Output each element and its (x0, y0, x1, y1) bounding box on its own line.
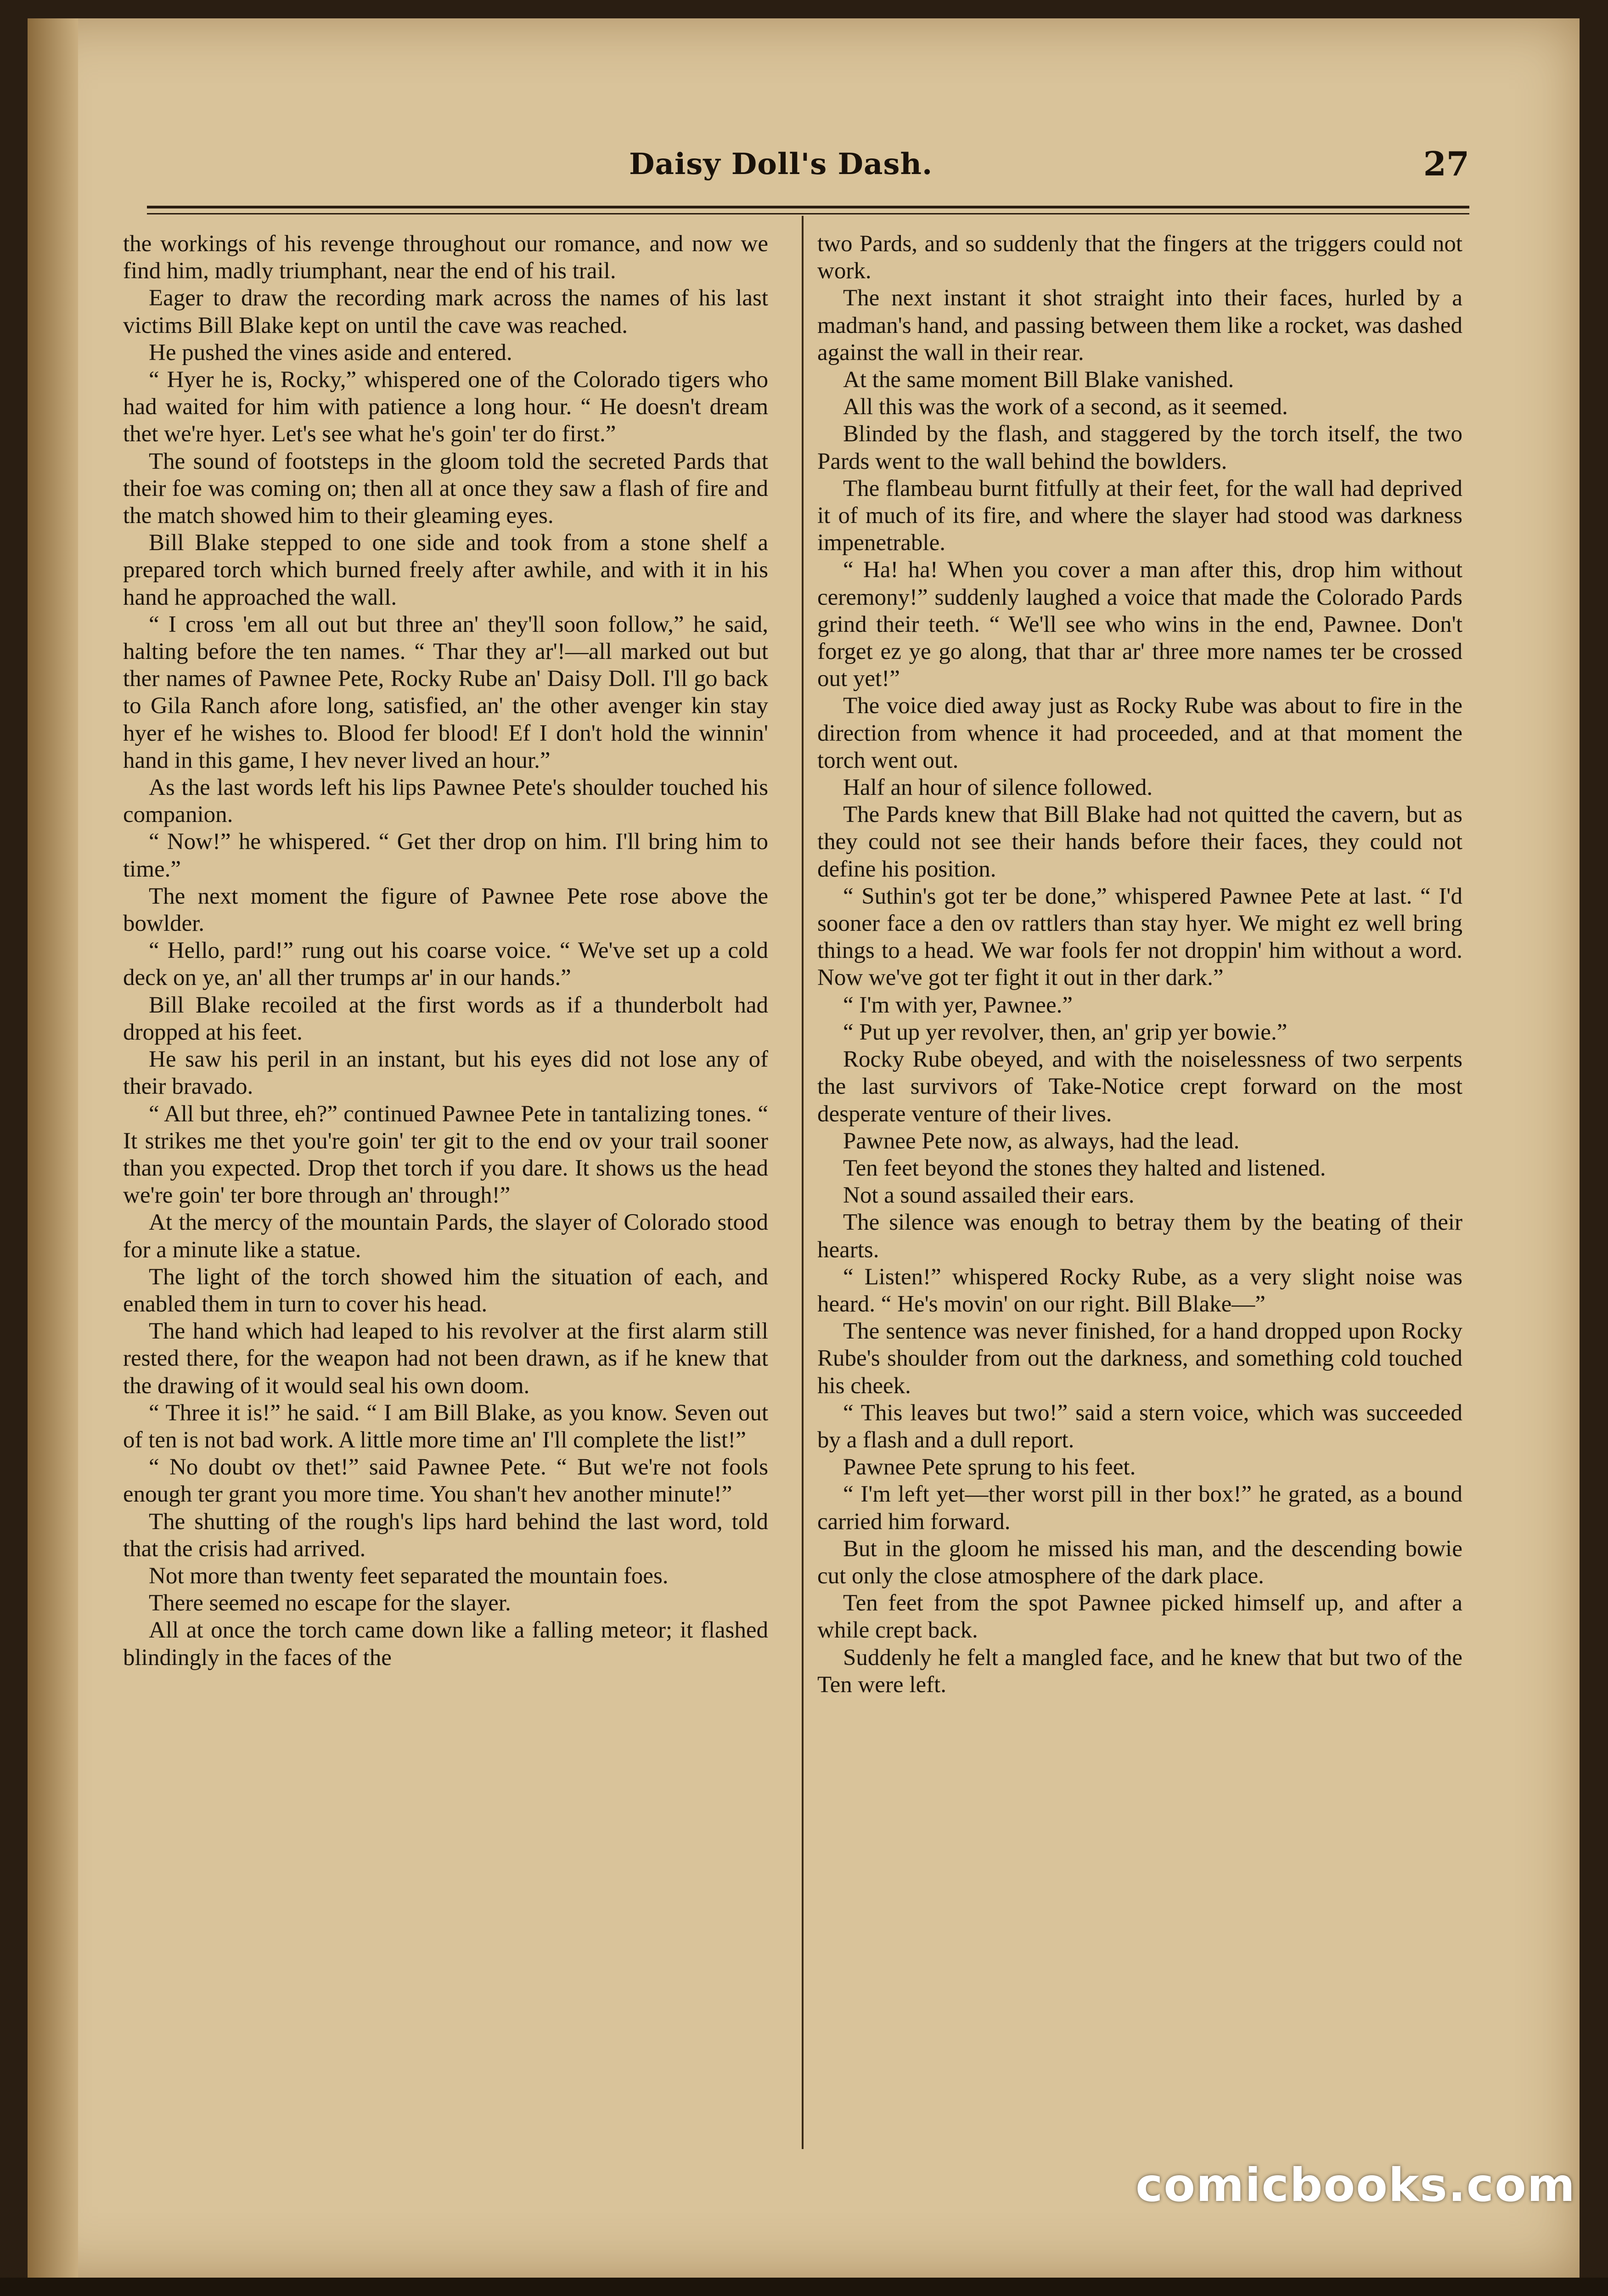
paragraph: Half an hour of silence followed. (843, 775, 1153, 801)
paragraph: The voice died away just as Rocky Rube was about to fire in the direction from whence it had proceeded, and at that moment the torch went out. (817, 693, 1462, 773)
paragraph: “ Put up yer revolver, then, an' grip yer bowie.” (843, 1019, 1288, 1045)
paragraph: Eager to draw the recording mark across the names of his last victims Bill Blake kept on until the cave was reached. (123, 285, 768, 338)
paragraph: Not a sound assailed their ears. (843, 1182, 1135, 1209)
paragraph: The Pards knew that Bill Blake had not quitted the cavern, but as they could not see their hands before their faces, they could not define his position. (817, 802, 1462, 882)
paragraph: The shutting of the rough's lips hard behind the last word, told that the crisis had arrived. (123, 1508, 768, 1562)
paragraph: Suddenly he felt a mangled face, and he knew that but two of the Ten were left. (817, 1644, 1462, 1698)
paragraph: “ I'm left yet—ther worst pill in ther box!” he grated, as a bound carried him forward. (817, 1481, 1462, 1535)
bottom-band (0, 2278, 1608, 2296)
paragraph: Pawnee Pete sprung to his feet. (843, 1454, 1136, 1480)
left-column (123, 231, 768, 1671)
paragraph: All at once the torch came down like a falling meteor; it flashed blindingly in the faces of the (123, 1617, 768, 1671)
binding-edge (28, 18, 78, 2278)
paragraph: The sentence was never finished, for a hand dropped upon Rocky Rube's shoulder from out the darkness, and something cold touched his cheek. (817, 1318, 1462, 1399)
paragraph: The next moment the figure of Pawnee Pete rose above the bowlder. (123, 883, 768, 937)
column-divider (802, 216, 804, 2149)
paragraph: Ten feet from the spot Pawnee picked himself up, and after a while crept back. (817, 1590, 1462, 1643)
paragraph: two Pards, and so suddenly that the fingers at the triggers could not work. (817, 231, 1462, 284)
paragraph: “ Listen!” whispered Rocky Rube, as a very slight noise was heard. “ He's movin' on our right. Bill Blake—” (817, 1264, 1462, 1317)
right-column (817, 231, 1462, 1699)
paragraph: The light of the torch showed him the situation of each, and enabled them in turn to cover his head. (123, 1264, 768, 1317)
paragraph: “ Suthin's got ter be done,” whispered Pawnee Pete at last. “ I'd sooner face a den ov rattlers than stay hyer. We might ez well bring things to a head. We war fools fer not droppin' him without a word. Now we've got ter fight it out in ther dark.” (817, 883, 1462, 991)
paragraph: “ Hyer he is, Rocky,” whispered one of the Colorado tigers who had waited for him with patience a long hour. “ He doesn't dream thet we're hyer. Let's see what he's goin' ter do first.” (123, 367, 768, 447)
running-title: Daisy Doll's Dash. (629, 147, 933, 181)
paragraph: At the same moment Bill Blake vanished. (843, 367, 1234, 393)
paragraph: The silence was enough to betray them by the beating of their hearts. (817, 1210, 1462, 1263)
page-number: 27 (1423, 144, 1469, 183)
paragraph: He pushed the vines aside and entered. (149, 339, 512, 366)
paragraph: “ Ha! ha! When you cover a man after this, drop him without ceremony!” suddenly laughed a voice that made the Colorado Pards grind their teeth. “ We'll see who wins in the end, Pawnee. Don't forget ez ye go along, that thar ar' three more names ter be crossed out yet!” (817, 557, 1462, 692)
paragraph: “ Three it is!” he said. “ I am Bill Blake, as you know. Seven out of ten is not bad work. A little more time an' I'll complete the list!” (123, 1400, 768, 1453)
watermark: comicbooks.com (1136, 2158, 1576, 2212)
paragraph: He saw his peril in an instant, but his eyes did not lose any of their bravado. (123, 1047, 768, 1100)
paragraph: Bill Blake recoiled at the first words as if a thunderbolt had dropped at his feet. (123, 992, 768, 1045)
paragraph: There seemed no escape for the slayer. (149, 1590, 511, 1616)
paragraph: Ten feet beyond the stones they halted and listened. (843, 1155, 1326, 1181)
paragraph: “ This leaves but two!” said a stern voice, which was succeeded by a flash and a dull report. (817, 1400, 1462, 1453)
paragraph: All this was the work of a second, as it seemed. (843, 394, 1288, 420)
paragraph: Blinded by the flash, and staggered by the torch itself, the two Pards went to the wall behind the bowlders. (817, 421, 1462, 474)
paragraph: Bill Blake stepped to one side and took from a stone shelf a prepared torch which burned freely after awhile, and with it in his hand he approached the wall. (123, 530, 768, 610)
paragraph: “ Hello, pard!” rung out his coarse voice. “ We've set up a cold deck on ye, an' all ther trumps ar' in our hands.” (123, 938, 768, 991)
paragraph: Rocky Rube obeyed, and with the noiselessness of two serpents the last survivors of Take-Notice crept forward on the most desperate venture of their lives. (817, 1047, 1462, 1127)
paragraph: But in the gloom he missed his man, and the descending bowie cut only the close atmosphere of the dark place. (817, 1536, 1462, 1589)
paragraph: At the mercy of the mountain Pards, the slayer of Colorado stood for a minute like a statue. (123, 1210, 768, 1263)
page-header (147, 138, 1469, 197)
paragraph: “ I cross 'em all out but three an' they'll soon follow,” he said, halting before the ten names. “ Thar they ar'!—all marked out but ther names of Pawnee Pete, Rocky Rube an' Daisy Doll. I'll go back to Gila Ranch afore long, satisfied, an' the other avenger kin stay hyer ef he wishes to. Blood fer blood! Ef I don't hold the winnin' hand in this game, I hev never lived an hour.” (123, 611, 768, 773)
paragraph: “ Now!” he whispered. “ Get ther drop on him. I'll bring him to time.” (123, 829, 768, 882)
paragraph: “ All but three, eh?” continued Pawnee Pete in tantalizing tones. “ It strikes me thet you're goin' ter git to the end ov your trail sooner than you expected. Drop thet torch if you dare. It shows us the head we're goin' ter bore through an' through!” (123, 1101, 768, 1209)
paragraph: “ No doubt ov thet!” said Pawnee Pete. “ But we're not fools enough ter grant you more time. You shan't hev another minute!” (123, 1454, 768, 1508)
paragraph: As the last words left his lips Pawnee Pete's shoulder touched his companion. (123, 775, 768, 828)
paragraph: Pawnee Pete now, as always, had the lead. (843, 1128, 1240, 1154)
paragraph: the workings of his revenge throughout our romance, and now we find him, madly triumphant, near the end of his trail. (123, 231, 768, 284)
paragraph: Not more than twenty feet separated the mountain foes. (149, 1563, 669, 1589)
header-rule (147, 206, 1469, 214)
paragraph: “ I'm with yer, Pawnee.” (843, 992, 1073, 1018)
paragraph: The hand which had leaped to his revolver at the first alarm still rested there, for the weapon had not been drawn, as if he knew that the drawing of it would seal his own doom. (123, 1318, 768, 1399)
paragraph: The next instant it shot straight into their faces, hurled by a madman's hand, and passing between them like a rocket, was dashed against the wall in their rear. (817, 285, 1462, 366)
paragraph: The sound of footsteps in the gloom told the secreted Pards that their foe was coming on; then all at once they saw a flash of fire and the match showed him to their gleaming eyes. (123, 448, 768, 529)
paragraph: The flambeau burnt fitfully at their feet, for the wall had deprived it of much of its fire, and where the slayer had stood was darkness impenetrable. (817, 475, 1462, 556)
